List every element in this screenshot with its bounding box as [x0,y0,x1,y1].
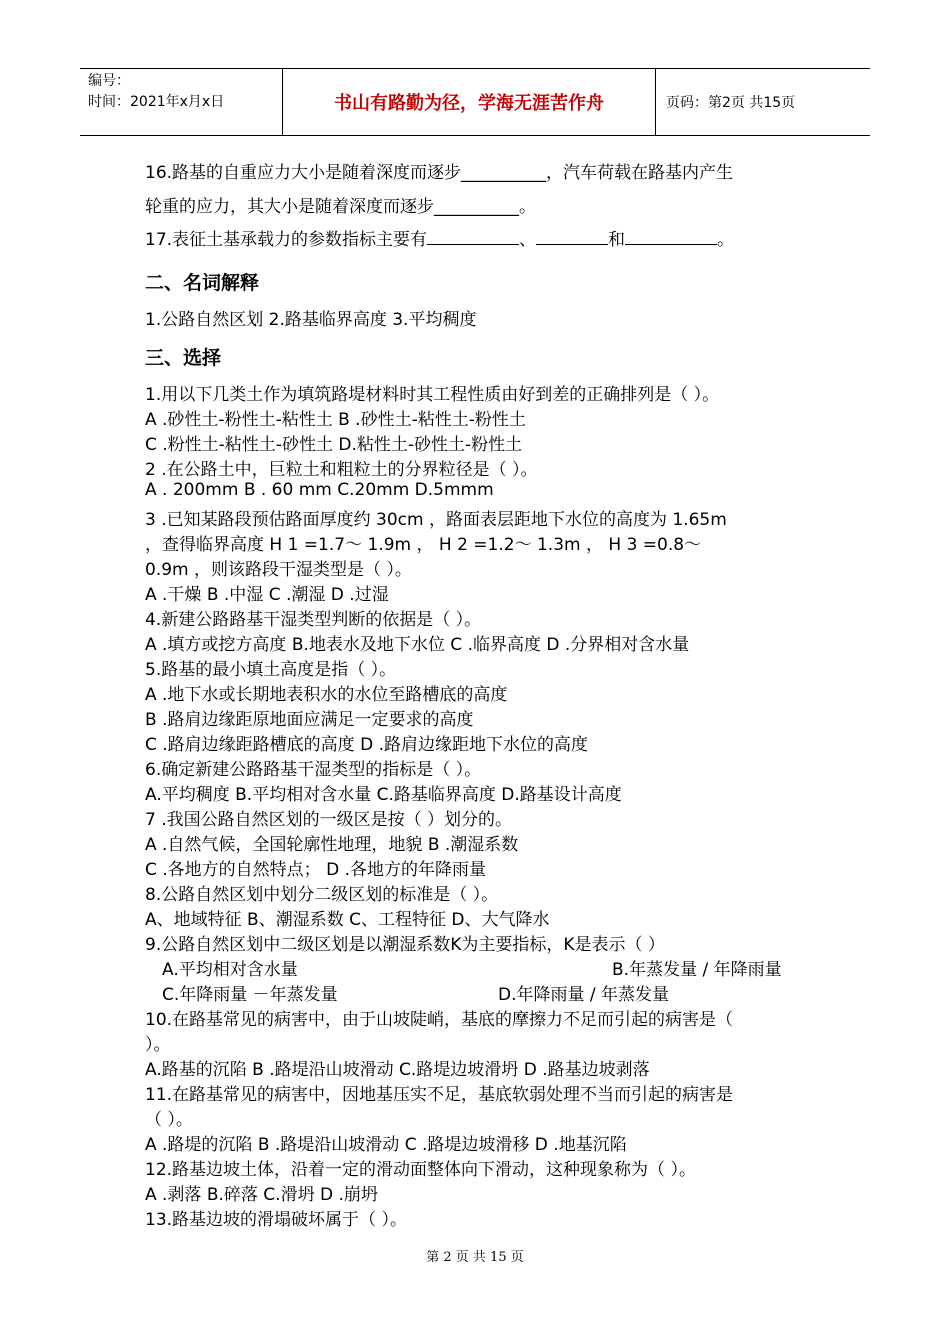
page-footer: 第 2 页 共 15 页 [426,1250,524,1265]
line-text: 3 .已知某路段预估路面厚度约 30cm ，路面表层距地下水位的高度为 1.65m [145,510,727,530]
text-line [145,505,727,530]
text-line [145,1155,696,1180]
text-line [145,1180,378,1205]
text-line [145,855,486,880]
text-line [145,1030,171,1055]
line-text: ，查得临界高度 H 1 =1.7～ 1.9m ， H 2 =1.2～ 1.3m ， H 3 =0.8～ [145,535,702,555]
line-text: A.平均稠度 B.平均相对含水量 C.路基临界高度 D.路基设计高度 [145,785,622,805]
answer-blank [625,228,717,245]
line-text: A .剥落 B.碎落 C.滑坍 D .崩坍 [145,1185,378,1205]
line-text: 1.用以下几类土作为填筑路堤材料时其工程性质由好到差的正确排列是（ ）。 [145,385,720,405]
text-line [145,1080,733,1105]
text-line [145,380,719,405]
text-line [145,830,518,855]
line-text: 2 .在公路土中，巨粒土和粗粒土的分界粒径是（ ）。 [145,460,538,480]
line-text: A .干燥 B .中湿 C .潮湿 D .过湿 [145,585,389,605]
text-line [145,430,522,455]
text-line [145,555,412,580]
header-info [80,69,283,135]
text-line [145,905,549,930]
text-line [145,305,476,330]
text-line [145,805,512,830]
text-line [145,605,481,630]
text-line [145,405,526,430]
text-line [145,705,473,730]
text-line [145,192,536,217]
line-text: C .粉性土-粘性土-砂性土 D.粘性土-砂性土-粉性土 [145,435,523,455]
line-text: 17.表征土基承载力的参数指标主要有 [145,230,428,250]
line-text: 三、选择 [145,347,222,369]
document-number-label: 编号： [88,73,130,89]
line-text: 6.确定新建公路路基干湿类型的指标是（ ）。 [145,760,482,780]
text-line [145,158,733,183]
text-line [145,530,701,555]
line-text: 5.路基的最小填土高度是指（ ）。 [145,660,397,680]
punctuation: 。 [717,230,735,250]
line-text: 7 .我国公路自然区划的一级区是按（ ）划分的。 [145,810,513,830]
text-line [145,630,689,655]
text-line [145,1005,733,1030]
header-motto: 书山有路勤为径，学海无涯苦作舟 [283,69,656,135]
text-line [145,880,498,905]
line-text: 4.新建公路路基干湿类型判断的依据是（ ）。 [145,610,482,630]
line-text: 16.路基的自重应力大小是随着深度而逐步__________，汽车荷载在路基内产生 [145,163,734,183]
text-line [145,1130,627,1155]
line-text: 0.9m ，则该路段干湿类型是（ ）。 [145,560,412,580]
line-text: B .路肩边缘距原地面应满足一定要求的高度 [145,710,474,730]
line-text: 9.公路自然区划中二级区划是以潮湿系数K为主要指标，K是表示（ ） [145,935,665,955]
line-text: A、地域特征 B、潮湿系数 C、工程特征 D、大气降水 [145,910,550,930]
document-date: 时间：2021年x月x日 [88,94,225,110]
line-text: A . 200mm B . 60 mm C.20mm D.5mmm [145,480,494,500]
line-text: C .各地方的自然特点； D .各地方的年降雨量 [145,860,486,880]
line-text: 二、名词解释 [145,272,260,294]
answer-blank [427,228,519,245]
text-line [145,930,665,955]
section-heading [145,343,221,370]
text-line [145,455,538,480]
line-text: 11.在路基常见的病害中，因地基压实不足，基底软弱处理不当而引起的病害是 [145,1085,734,1105]
header-page-number: 页码：第2页 共15页 [666,95,796,111]
punctuation: 、 [519,230,537,250]
line-text: 13.路基边坡的滑塌破坏属于（ ）。 [145,1210,407,1230]
answer-blank [536,228,608,245]
line-text: 10.在路基常见的病害中，由于山坡陡峭，基底的摩擦力不足而引起的病害是（ [145,1010,734,1030]
text-line [145,655,396,680]
text-line [145,1055,650,1080]
text-line [145,780,622,805]
line-text: 12.路基边坡土体，沿着一定的滑动面整体向下滑动，这种现象称为（ ）。 [145,1160,696,1180]
section-heading [145,268,259,295]
text-line [145,1205,407,1230]
line-text: 轮重的应力，其大小是随着深度而逐步__________。 [145,197,536,217]
line-text: A .地下水或长期地表积水的水位至路槽底的高度 [145,685,508,705]
line-text: A .填方或挖方高度 B.地表水及地下水位 C .临界高度 D .分界相对含水量 [145,635,690,655]
line-text: A .自然气候，全国轮廓性地理，地貌 B .潮湿系数 [145,835,519,855]
line-text: 8.公路自然区划中划分二级区划的标准是（ ）。 [145,885,499,905]
q9-option-a: A.平均相对含水量 [162,960,298,980]
line-text: （ ）。 [145,1110,193,1130]
q9-option-b: B.年蒸发量 / 年降雨量 [612,960,782,980]
text-line [145,580,389,605]
text-line [145,480,494,500]
punctuation: 和 [608,230,626,250]
line-text: C .路肩边缘距路槽底的高度 D .路肩边缘距地下水位的高度 [145,735,588,755]
text-line [145,225,734,250]
page-header [80,68,870,136]
line-text: 1.公路自然区划 2.路基临界高度 3.平均稠度 [145,310,477,330]
text-line [145,1105,193,1130]
text-line [145,755,481,780]
line-text: ）。 [145,1035,171,1055]
text-line [145,730,588,755]
line-text: A .路堤的沉陷 B .路堤沿山坡滑动 C .路堤边坡滑移 D .地基沉陷 [145,1135,627,1155]
q9-option-c: C.年降雨量 －年蒸发量 [162,985,338,1005]
text-line [145,680,507,705]
line-text: A.路基的沉陷 B .路堤沿山坡滑动 C.路堤边坡滑坍 D .路基边坡剥落 [145,1060,650,1080]
q9-option-d: D.年降雨量 / 年蒸发量 [498,985,670,1005]
line-text: A .砂性土-粉性土-粘性土 B .砂性土-粘性土-粉性土 [145,410,526,430]
